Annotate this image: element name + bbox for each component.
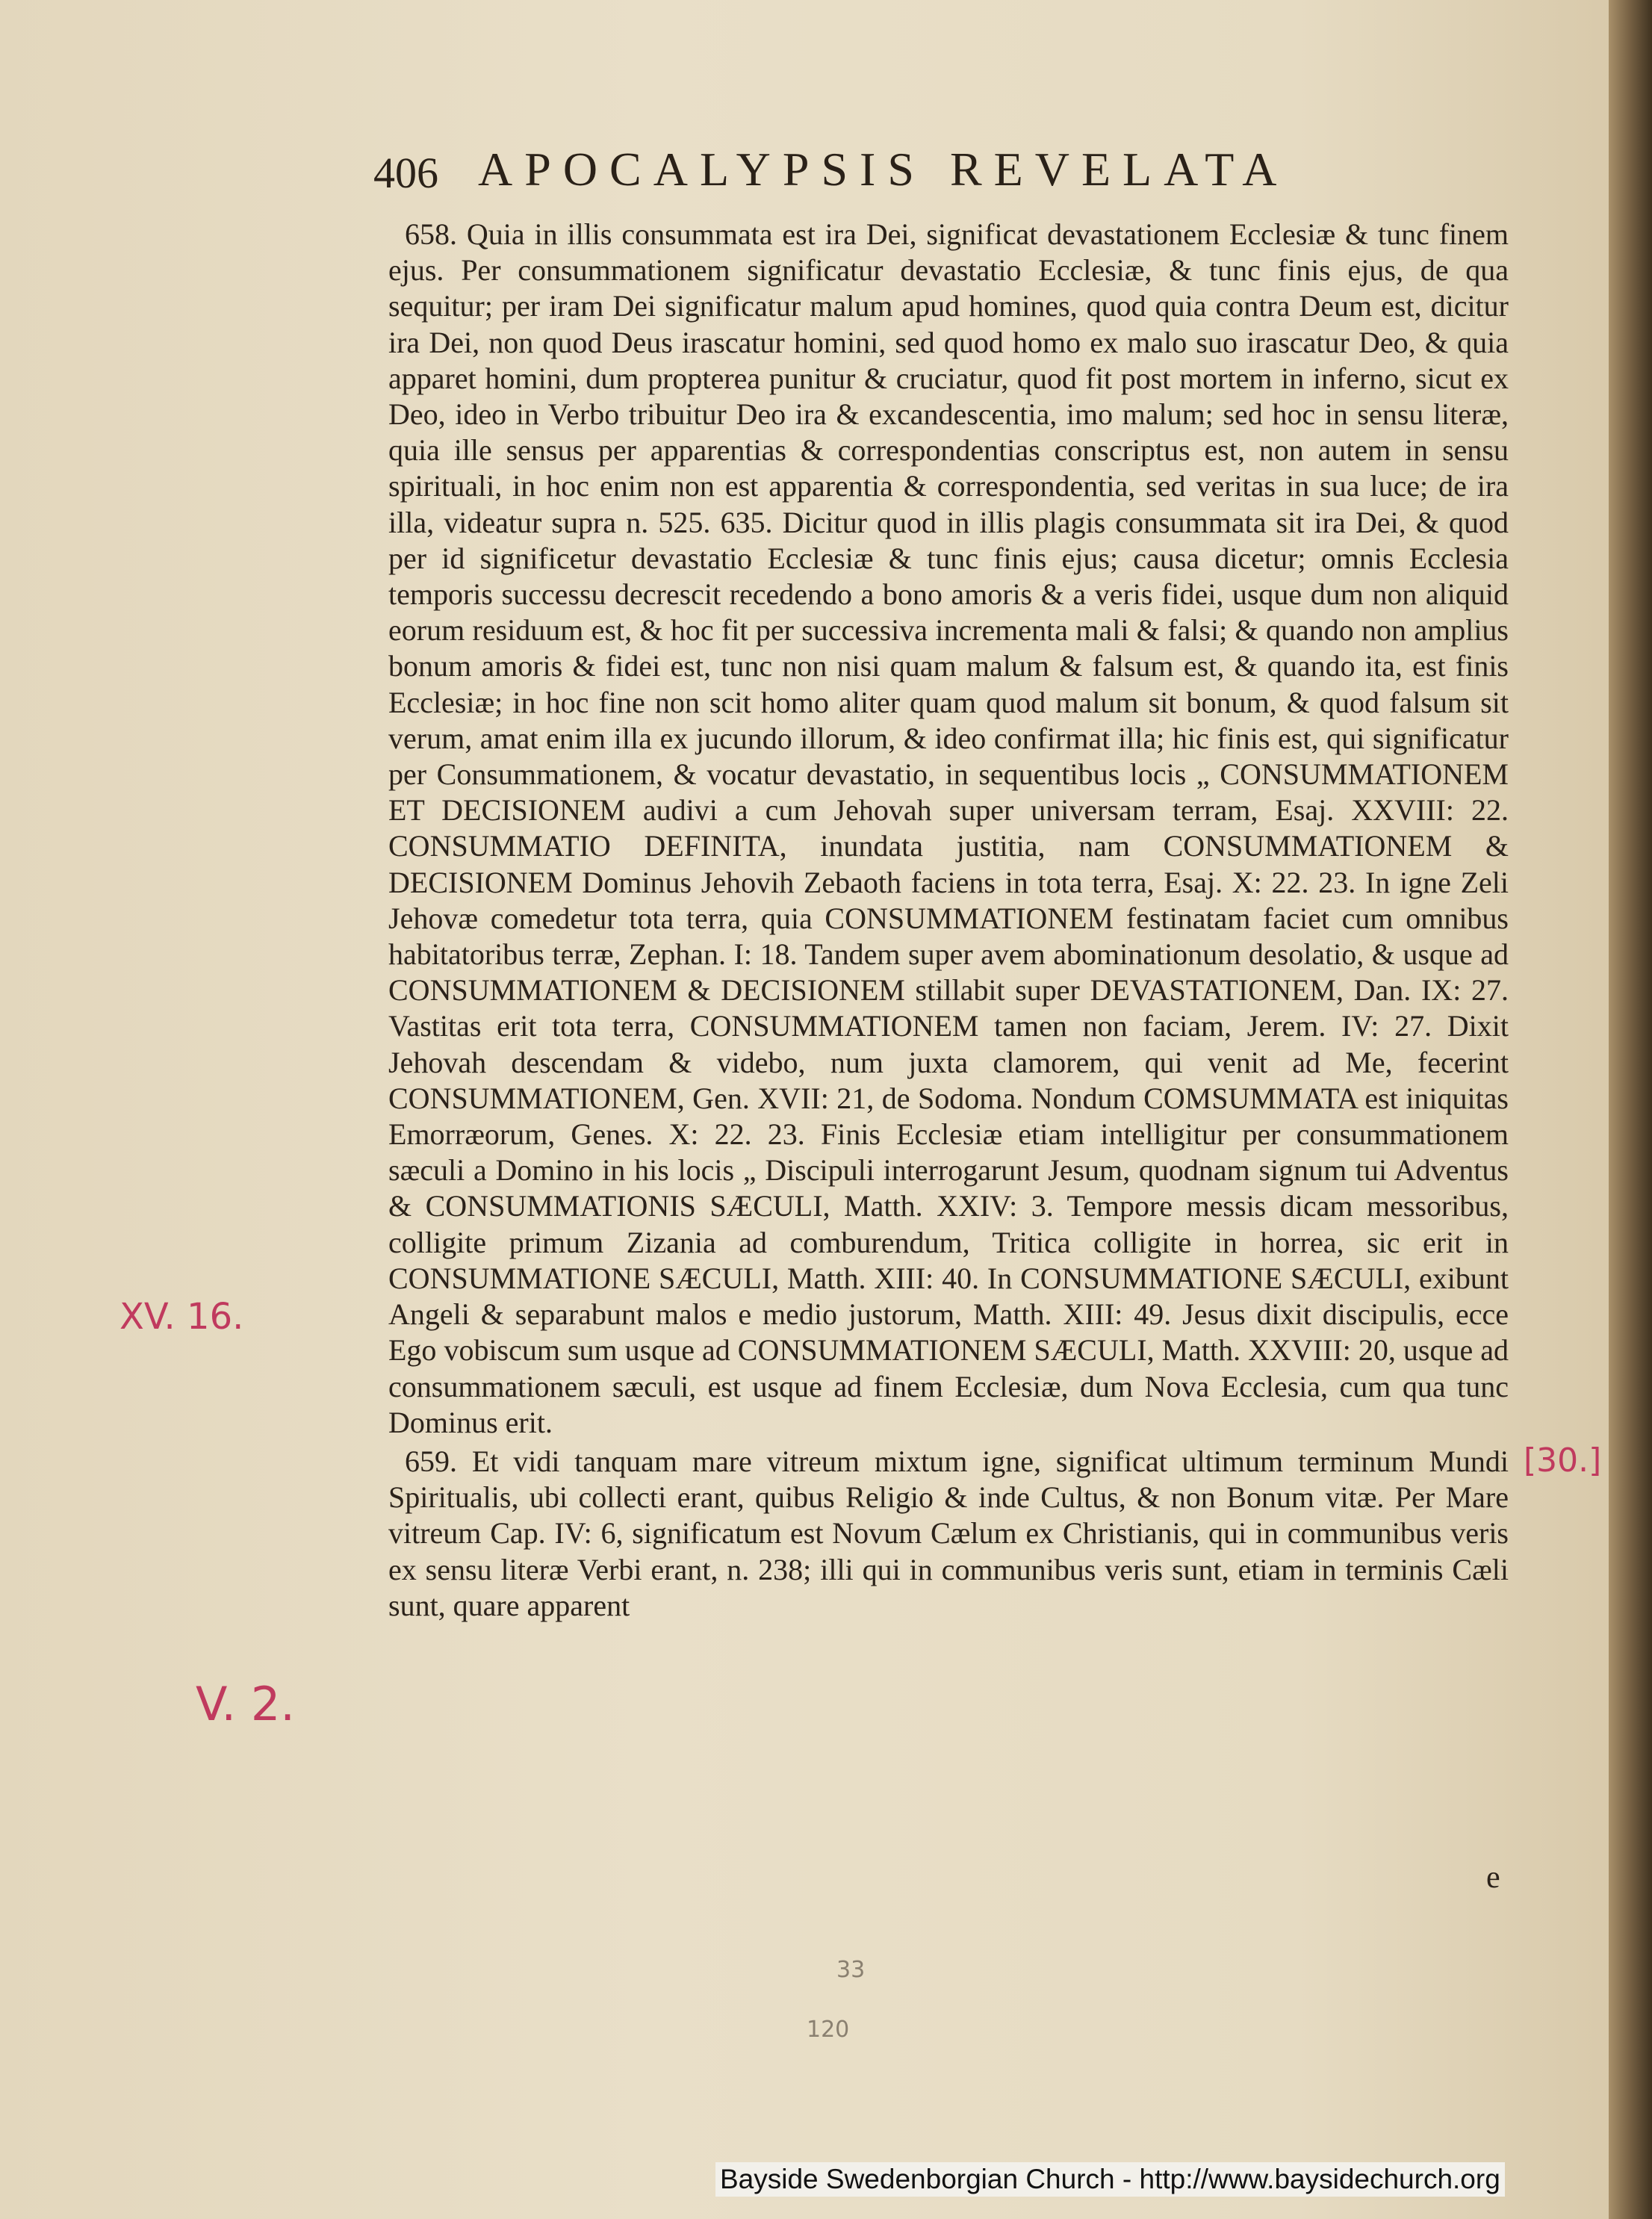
- margin-note: [30.]: [1524, 1441, 1602, 1480]
- paragraph-number: 658.: [405, 217, 467, 251]
- paragraph-659: [388, 1444, 1509, 1624]
- paragraph-text: Quia in illis consummata est ira Dei, significat devastationem Ecclesiæ & tunc finem ejus. Per consummationem significatur devastatio Ecclesiæ, & tunc finis ejus, de qua sequitur; per iram Dei significatur malum apud homines, quod quia contra Deum est, dicitur ira Dei, non quod Deus irascatur homini, sed quod homo ex malo suo irascatur Deo, & quia apparet homini, dum propterea punitur & cruciatur, quod fit post mortem in inferno, sicut ex Deo, ideo in Verbo tribuitur Deo ira & excandescentia, imo malum; sed hoc in sensu literæ, quia ille sensus per apparentias & correspondentias conscriptus est, non autem in sensu spirituali, in hoc enim non est apparentia & correspondentia, sed veritas in sua luce; de ira illa, videatur supra n. 525. 635. Dicitur quod in illis plagis consummata sit ira Dei, & quod per id significetur devastatio Ecclesiæ & tunc finis ejus; causa dicetur; omnis Ecclesia temporis successu decrescit recedendo a bono amoris & a veris fidei, usque dum non aliquid eorum residuum est, & hoc fit per successiva incrementa mali & falsi; & quando non amplius bonum amoris & fidei est, tunc non nisi quam malum & falsum est, & quando ita, est finis Ecclesiæ; in hoc fine non scit homo aliter quam quod malum sit bonum, & quod falsum sit verum, amat enim illa ex jucundo illorum, & ideo confirmat illa; hic finis est, qui significatur per Consummationem, & vocatur devastatio, in sequentibus locis „ CONSUMMATIONEM ET DECISIONEM audivi a cum Jehovah super universam terram, Esaj. XXVIII: 22. CONSUMMATIO DEFINITA, inundata justitia, nam CONSUMMATIONEM & DECISIONEM Dominus Jehovih Zebaoth faciens in tota terra, Esaj. X: 22. 23. In igne Zeli Jehovæ comedetur tota terra, quia CONSUMMATIONEM festinatam faciet cum omnibus habitatoribus terræ, Zephan. I: 18. Tandem super avem abominationum desolatio, & usque ad CONSUMMATIONEM & DECISIONEM stillabit super DEVASTATIONEM, Dan. IX: 27. Vastitas erit tota terra, CONSUMMATIONEM tamen non faciam, Jerem. IV: 27. Dixit Jehovah descendam & videbo, num juxta clamorem, qui venit ad Me, fecerint CONSUMMATIONEM, Gen. XVII: 21, de Sodoma. Nondum COMSUMMATA est iniquitas Emorræorum, Genes. X: 22. 23. Finis Ecclesiæ etiam intelligitur per consummationem sæculi a Domino in his locis „ Discipuli interrogarunt Jesum, quodnam signum tui Adventus & CONSUMMATIONIS SÆCULI, Matth. XXIV: 3. Tempore messis dicam messoribus, colligite primum Zizania ad comburendum, Tritica colligite in horrea, sic erit in CONSUMMATIONE SÆCULI, Matth. XIII: 40. In CONSUMMATIONE SÆCULI, exibunt Angeli & separabunt malos e medio justorum, Matth. XIII: 49. Jesus dixit discipulis, ecce Ego vobiscum sum usque ad CONSUMMATIONEM SÆCULI, Matth. XXVIII: 20, usque ad consummationem sæculi, est usque ad finem Ecclesiæ, dum Nova Ecclesia, cum qua tunc Dominus erit.: [388, 217, 1509, 1439]
- book-spine: [1609, 0, 1652, 2219]
- running-title: APOCALYPSIS REVELATA: [478, 143, 1289, 196]
- page-body: [388, 217, 1509, 1624]
- paragraph-658: [388, 217, 1509, 1441]
- paragraph-text: Et vidi tanquam mare vitreum mixtum igne, significat ultimum terminum Mundi Spiritualis, ubi collecti erant, quibus Religio & inde Cultus, & non Bonum vitæ. Per Mare vitreum Cap. IV: 6, significatum est Novum Cælum ex Christianis, qui in communibus veris ex sensu literæ Verbi erant, n. 238; illi qui in communibus veris sunt, etiam in terminis Cæli sunt, quare apparent: [388, 1444, 1509, 1622]
- margin-note: XV. 16.: [119, 1296, 244, 1338]
- margin-note: V. 2.: [196, 1677, 295, 1731]
- footer-credit: Bayside Swedenborgian Church - http://www.baysidechurch.org: [715, 2162, 1505, 2197]
- page-number: 406: [373, 149, 438, 197]
- paragraph-number: 659.: [405, 1444, 472, 1478]
- pencil-mark: 33: [836, 1957, 866, 1983]
- pencil-mark: 120: [807, 2017, 850, 2043]
- page-header: [373, 142, 1434, 209]
- signature-mark: e: [1486, 1860, 1500, 1895]
